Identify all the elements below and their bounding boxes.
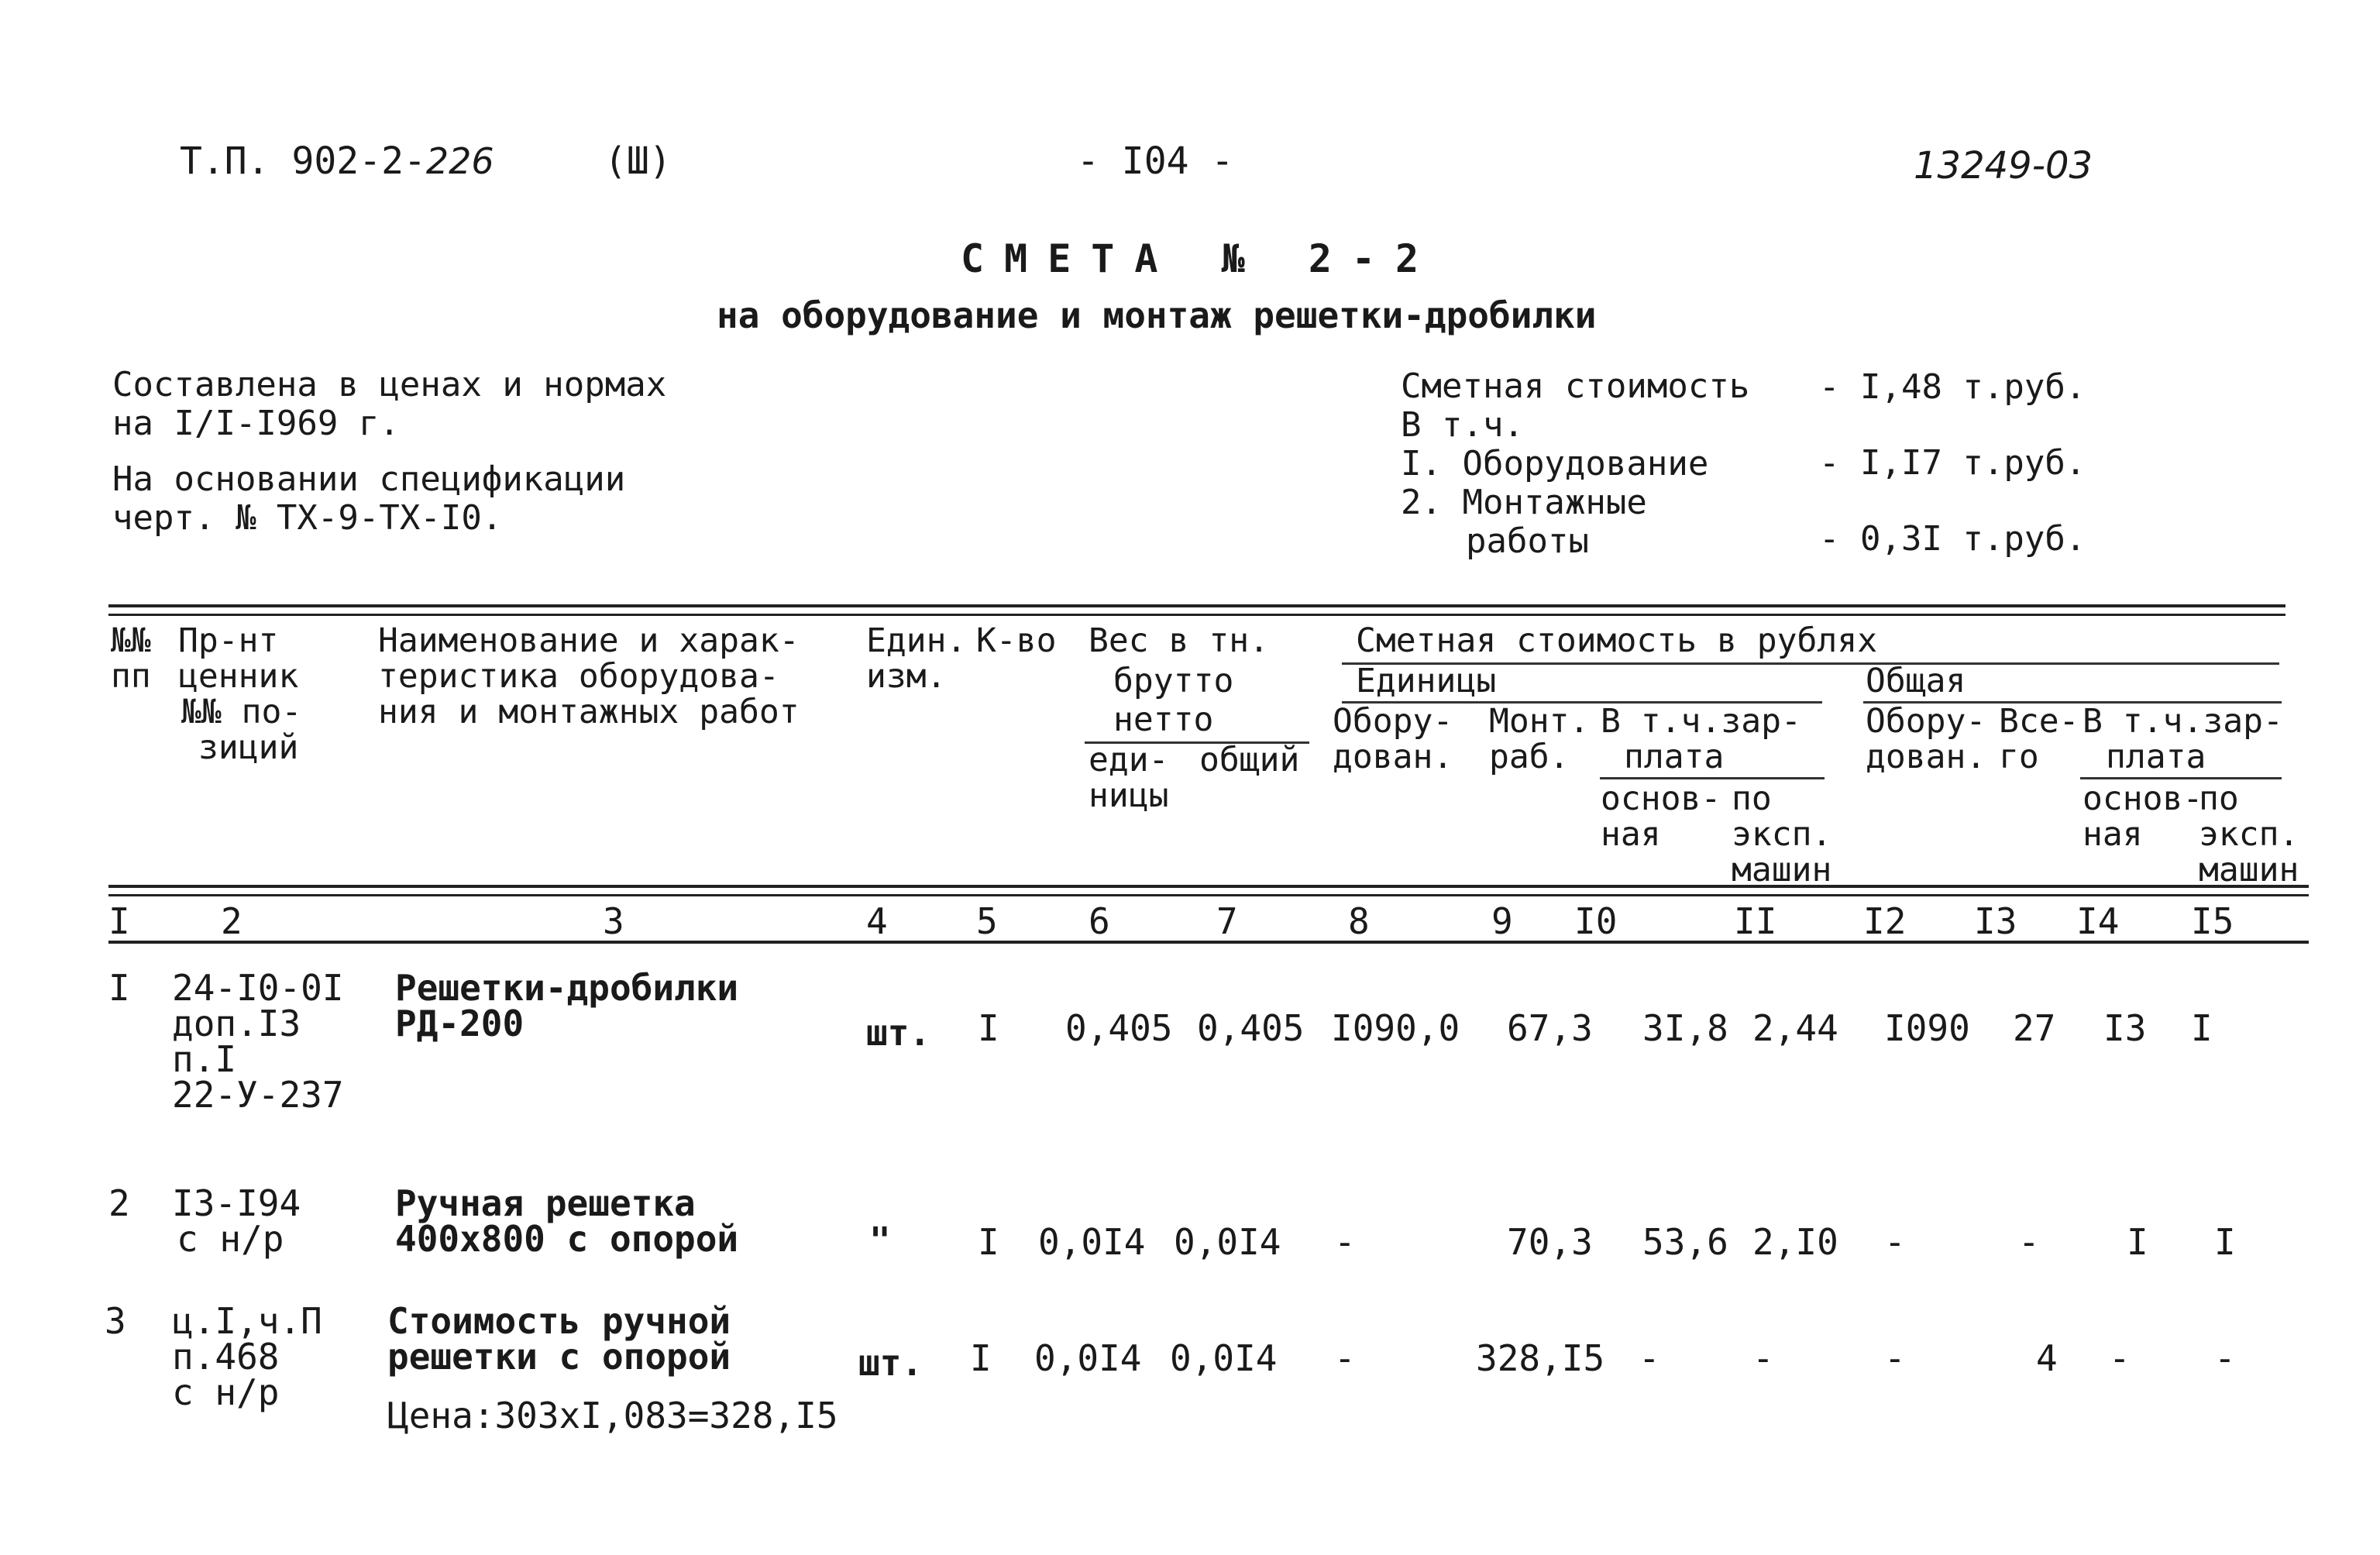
column-number: I5 <box>2191 900 2234 942</box>
column-number: II <box>1734 900 1777 942</box>
row-2-total: - <box>2018 1221 2040 1263</box>
col-header-cost-group: Сметная стоимость в рублях <box>1356 621 1878 660</box>
row-2-wage-basic-total: I <box>2127 1221 2148 1263</box>
row-1-wage-machine-total: I <box>2191 1007 2213 1049</box>
column-number: 9 <box>1491 900 1513 942</box>
cost-summary-labels <box>1401 367 1749 561</box>
row-3-wage-machine-total: - <box>2214 1337 2236 1379</box>
row-2-equip-total: - <box>1884 1221 1906 1263</box>
row-2-wage-machine-unit: 2,I0 <box>1752 1221 1838 1263</box>
row-1-weight-unit: 0,405 <box>1065 1007 1173 1049</box>
col-header-wage-machine-unit: по эксп. машин <box>1732 779 1832 889</box>
document-number: 13249-03 <box>1914 144 2093 187</box>
col-header-total: Все- го <box>1999 702 2079 776</box>
col-header-name: Наименование и харак- теристика оборудова- ния и монтажных работ <box>378 621 800 731</box>
total-cost-value: - I,48 т.руб. <box>1819 367 2086 407</box>
row-2-weight-unit: 0,0I4 <box>1038 1221 1146 1263</box>
mounting-cost-label-2: работы <box>1466 521 1589 561</box>
equipment-cost-value: - I,I7 т.руб. <box>1819 443 2086 483</box>
row-3-weight-unit: 0,0I4 <box>1034 1337 1142 1379</box>
volume-mark: (Ш) <box>604 139 672 183</box>
col-header-netto: нетто <box>1113 700 1214 739</box>
mounting-cost-label-1: 2. Монтажные <box>1401 483 1647 522</box>
row-2-wage-basic-unit: 53,6 <box>1642 1221 1728 1263</box>
header-bottom-rule <box>108 885 2309 888</box>
specification-basis-line-1: На основании спецификации <box>112 459 626 499</box>
specification-basis <box>112 460 625 538</box>
column-number: I <box>108 900 130 942</box>
col-header-wage-basic-unit: основ- ная <box>1601 779 1721 854</box>
page-number: - I04 - <box>1077 139 1234 183</box>
header-bottom-rule-2 <box>108 894 2309 896</box>
column-number: 5 <box>976 900 998 942</box>
row-1-price-ref: 24-I0-0I доп.I3 п.I 22-У-237 <box>172 967 344 1116</box>
col-header-no: №№ пп <box>111 621 151 696</box>
row-3-name: Стоимость ручной решетки с опорой <box>387 1300 731 1378</box>
row-3-mount-unit: 328,I5 <box>1476 1337 1605 1379</box>
price-basis-line-1: Составлена в ценах и нормах <box>112 365 667 404</box>
column-number: I3 <box>1974 900 2017 942</box>
row-1-no: I <box>108 967 130 1009</box>
row-2-qty: I <box>978 1221 999 1263</box>
including-label: В т.ч. <box>1401 405 1524 445</box>
row-2-equip-unit: - <box>1334 1221 1356 1263</box>
col-header-total-group: Общая <box>1866 662 1966 700</box>
row-3-weight-total: 0,0I4 <box>1170 1337 1278 1379</box>
column-number: I4 <box>2076 900 2120 942</box>
row-3-equip-unit: - <box>1334 1337 1356 1379</box>
table-top-rule-2 <box>108 614 2285 616</box>
row-3-price-ref: ц.I,ч.П п.468 с н/р <box>172 1300 322 1413</box>
col-header-mount-unit: Монт. раб. <box>1489 702 1590 776</box>
col-header-weight-total: общий <box>1199 741 1300 779</box>
col-header-qty: К-во <box>976 621 1057 660</box>
col-header-wage-machine-total: по эксп. машин <box>2199 779 2299 889</box>
row-1-total: 27 <box>2013 1007 2056 1049</box>
price-basis-line-2: на I/I-I969 г. <box>112 404 400 443</box>
row-1-wage-basic-unit: 3I,8 <box>1642 1007 1728 1049</box>
row-3-qty: I <box>970 1337 992 1379</box>
document-title: СМЕТА № 2-2 <box>961 236 1439 281</box>
specification-basis-line-2: черт. № ТХ-9-ТХ-I0. <box>112 498 503 538</box>
col-header-wage-total: В т.ч.зар- плата <box>2082 702 2283 776</box>
equipment-cost-label: I. Оборудование <box>1401 444 1709 483</box>
row-2-weight-total: 0,0I4 <box>1174 1221 1281 1263</box>
row-3-wage-basic-unit: - <box>1639 1337 1660 1379</box>
row-1-equip-unit: I090,0 <box>1331 1007 1460 1049</box>
col-header-brutto: брутто <box>1113 662 1234 700</box>
row-1-weight-total: 0,405 <box>1197 1007 1305 1049</box>
row-3-equip-total: - <box>1884 1337 1906 1379</box>
project-code-printed: Т.П. 902-2- <box>180 139 426 183</box>
col-header-weight: Вес в тн. <box>1089 621 1269 660</box>
row-1-mount-unit: 67,3 <box>1507 1007 1593 1049</box>
column-number: I0 <box>1574 900 1618 942</box>
row-2-price-ref: I3-I94 с н/р <box>172 1182 301 1260</box>
column-number: 7 <box>1216 900 1238 942</box>
row-3-unit: шт. <box>858 1342 923 1384</box>
row-2-wage-machine-total: I <box>2214 1221 2236 1263</box>
document-subtitle: на оборудование и монтаж решетки-дробилки <box>717 294 1597 336</box>
col-header-wage-basic-total: основ- ная <box>2082 779 2203 854</box>
col-header-unit: Един. изм. <box>866 621 967 696</box>
row-1-qty: I <box>978 1007 999 1049</box>
row-1-wage-machine-unit: 2,44 <box>1752 1007 1838 1049</box>
row-2-no: 2 <box>108 1182 130 1224</box>
column-number: 3 <box>603 900 624 942</box>
row-1-wage-basic-total: I3 <box>2103 1007 2147 1049</box>
col-header-equip-total: Обору- дован. <box>1866 702 1986 776</box>
row-3-wage-basic-total: - <box>2109 1337 2131 1379</box>
col-header-equip-unit: Обору- дован. <box>1333 702 1453 776</box>
column-number: I2 <box>1863 900 1907 942</box>
col-header-price-ref: Пр-нт ценник №№ по- зиций <box>178 621 302 767</box>
row-3-no: 3 <box>105 1300 126 1342</box>
col-header-weight-unit: еди- ницы <box>1089 741 1169 815</box>
price-basis <box>112 366 666 443</box>
column-number: 6 <box>1089 900 1110 942</box>
column-number: 4 <box>866 900 888 942</box>
row-1-unit: шт. <box>866 1012 931 1054</box>
row-2-name: Ручная решетка 400х800 с опорой <box>395 1182 739 1260</box>
row-3-price-note: Цена:303хI,083=328,I5 <box>387 1395 838 1436</box>
row-3-wage-machine-unit: - <box>1752 1337 1774 1379</box>
row-3-total: 4 <box>2036 1337 2058 1379</box>
column-number: 2 <box>221 900 242 942</box>
column-number: 8 <box>1348 900 1370 942</box>
mounting-cost-value: - 0,3I т.руб. <box>1819 519 2086 559</box>
col-header-unit-group: Единицы <box>1356 662 1497 700</box>
row-1-equip-total: I090 <box>1884 1007 1970 1049</box>
row-1-name: Решетки-дробилки РД-200 <box>395 967 739 1044</box>
table-top-rule <box>108 604 2285 607</box>
project-code-handwritten: 226 <box>425 140 494 182</box>
col-header-wage-unit: В т.ч.зар- плата <box>1601 702 1801 776</box>
total-cost-label: Сметная стоимость <box>1401 366 1750 406</box>
row-2-mount-unit: 70,3 <box>1507 1221 1593 1263</box>
row-2-unit: " <box>869 1220 891 1261</box>
project-code <box>180 139 494 183</box>
